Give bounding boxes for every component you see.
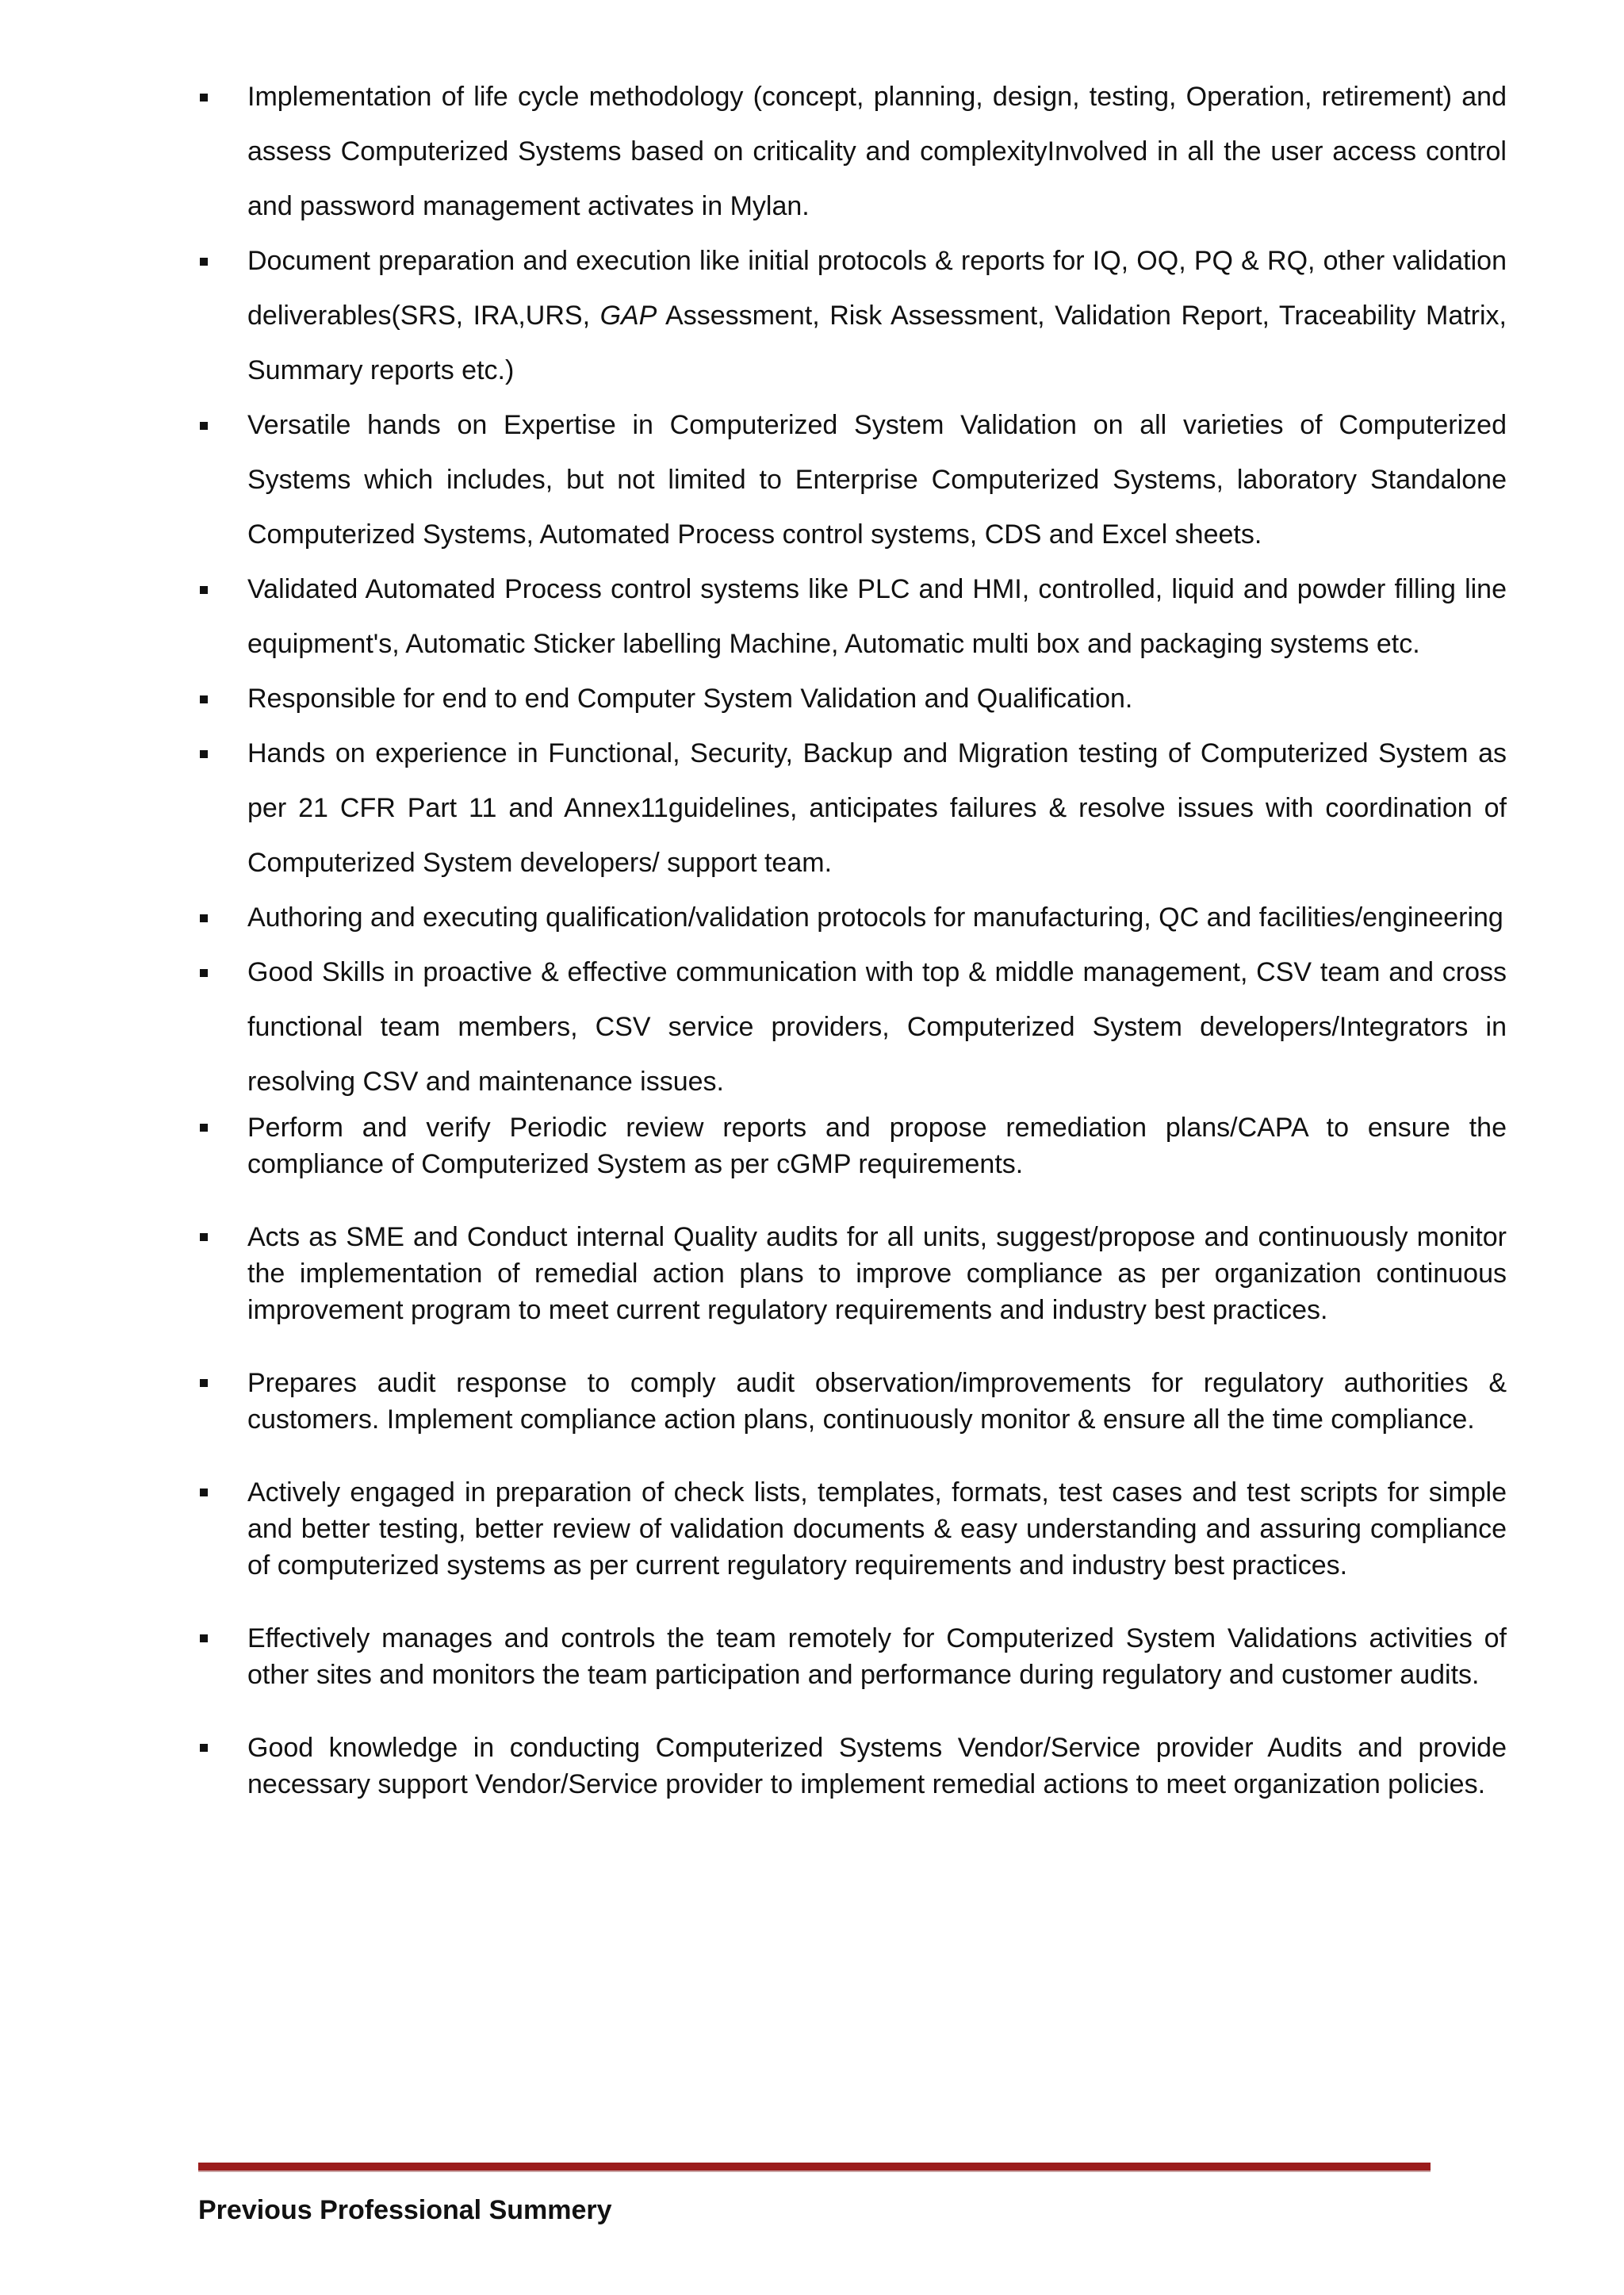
square-bullet-icon xyxy=(200,586,208,594)
list-item xyxy=(198,1730,1507,1803)
section-heading: Previous Professional Summery xyxy=(198,2195,612,2225)
square-bullet-icon xyxy=(200,1379,208,1387)
bullet-text xyxy=(247,246,1507,385)
square-bullet-icon xyxy=(200,94,208,102)
list-item xyxy=(198,234,1507,398)
bullet-text: Prepares audit response to comply audit observation/improvements for regulatory authorities & customers. Implement compliance action plans, continuously monitor & ensure all the time compliance. xyxy=(247,1368,1507,1435)
bullet-text: Authoring and executing qualification/validation protocols for manufacturing, QC and facilities/engineering xyxy=(247,902,1503,933)
section-divider xyxy=(198,2163,1431,2172)
square-bullet-icon xyxy=(200,1634,208,1642)
list-item xyxy=(198,1365,1507,1438)
bullet-text: Perform and verify Periodic review reports and propose remediation plans/CAPA to ensure the compliance of Computerized System as per cGMP requirements. xyxy=(247,1113,1507,1179)
square-bullet-icon xyxy=(200,695,208,703)
list-item xyxy=(198,1219,1507,1328)
bullet-text: Acts as SME and Conduct internal Quality audits for all units, suggest/propose and continuously monitor the implementation of remedial action plans to improve compliance as per organization continuous improvement program to meet current regulatory requirements and industry best practices. xyxy=(247,1222,1507,1325)
list-item xyxy=(198,562,1507,672)
square-bullet-icon xyxy=(200,1488,208,1496)
bullet-text: Versatile hands on Expertise in Computerized System Validation on all varieties of Computerized Systems which includes, but not limited to Enterprise Computerized Systems, laboratory Standalone Computerized Systems, Automated Process control systems, CDS and Excel sheets. xyxy=(247,410,1507,550)
bullet-text: Responsible for end to end Computer System Validation and Qualification. xyxy=(247,684,1133,714)
list-item xyxy=(198,1620,1507,1693)
square-bullet-icon xyxy=(200,1744,208,1752)
bullet-text: Good knowledge in conducting Computerized Systems Vendor/Service provider Audits and provide necessary support Vendor/Service provider to implement remedial actions to meet organization policies. xyxy=(247,1733,1507,1799)
list-item xyxy=(198,672,1507,726)
bullet-text: Hands on experience in Functional, Security, Backup and Migration testing of Computerized System as per 21 CFR Part 11 and Annex11guidelines, anticipates failures & resolve issues with coordination of Computerized System developers/ support team. xyxy=(247,738,1507,878)
bullet-text: Effectively manages and controls the team remotely for Computerized System Validations activities of other sites and monitors the team participation and performance during regulatory and customer audits. xyxy=(247,1623,1507,1690)
bullet-text: Implementation of life cycle methodology (concept, planning, design, testing, Operation, retirement) and assess Computerized Systems based on criticality and complexityInvolved in all the user access control and password management activates in Mylan. xyxy=(247,82,1507,221)
bullet-text: Actively engaged in preparation of check lists, templates, formats, test cases and test scripts for simple and better testing, better review of validation documents & easy understanding and assuring compliance of computerized systems as per current regulatory requirements and industry best practices. xyxy=(247,1477,1507,1580)
list-item xyxy=(198,726,1507,891)
list-item xyxy=(198,945,1507,1109)
square-bullet-icon xyxy=(200,1233,208,1241)
list-item xyxy=(198,398,1507,562)
square-bullet-icon xyxy=(200,1124,208,1132)
bullet-text: Good Skills in proactive & effective communication with top & middle management, CSV team and cross functional team members, CSV service providers, Computerized System developers/Integrators in resolving CSV and maintenance issues. xyxy=(247,957,1507,1097)
square-bullet-icon xyxy=(200,422,208,430)
list-item xyxy=(198,70,1507,234)
square-bullet-icon xyxy=(200,258,208,266)
bullet-text-part: Document preparation and execution like initial protocols & reports for IQ, OQ, PQ & RQ, other validation deliverables(SRS, IRA,URS, xyxy=(247,246,1507,331)
square-bullet-icon xyxy=(200,750,208,758)
list-item xyxy=(198,891,1507,945)
square-bullet-icon xyxy=(200,969,208,977)
bullet-text-part: Assessment, Risk Assessment, Validation Report, Traceability Matrix, Summary reports etc.) xyxy=(247,301,1507,385)
bullet-text-italic: GAP xyxy=(599,301,657,331)
square-bullet-icon xyxy=(200,914,208,922)
responsibilities-list xyxy=(198,70,1507,1839)
bullet-text: Validated Automated Process control systems like PLC and HMI, controlled, liquid and powder filling line equipment's, Automatic Sticker labelling Machine, Automatic multi box and packaging systems etc. xyxy=(247,574,1507,659)
list-item xyxy=(198,1474,1507,1584)
list-item xyxy=(198,1109,1507,1182)
